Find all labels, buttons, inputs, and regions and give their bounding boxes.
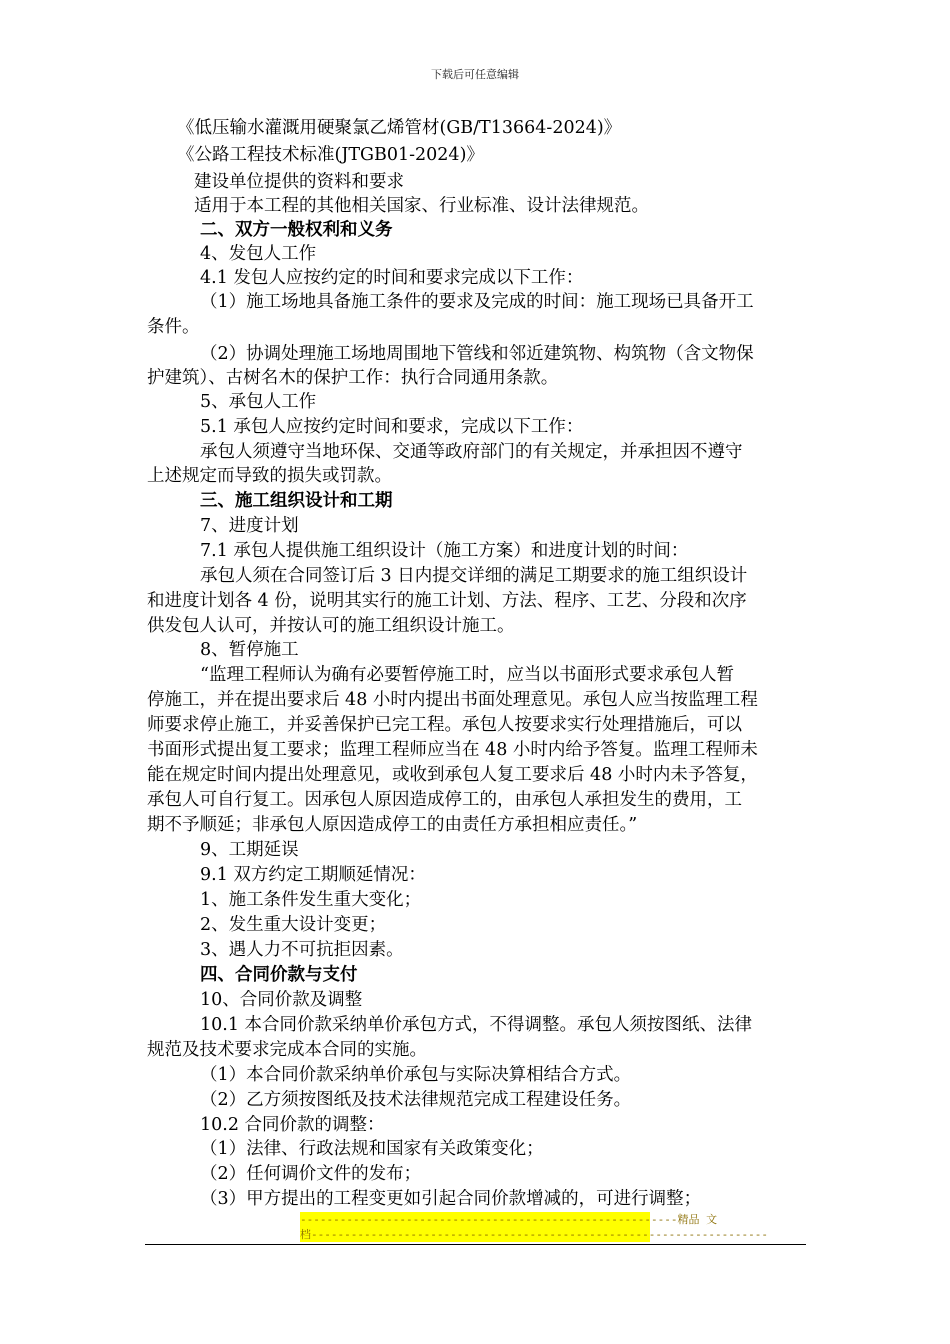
text-line: 和进度计划各 4 份，说明其实行的施工计划、方法、程序、工艺、分段和次序 — [147, 591, 747, 611]
text-line: 书面形式提出复工要求；监理工程师应当在 48 小时内给予答复。监理工程师未 — [147, 740, 758, 760]
text-line: （1）施工场地具备施工条件的要求及完成的时间：施工现场已具备开工 — [200, 292, 754, 312]
text-line: （2）协调处理施工场地周围地下管线和邻近建筑物、构筑物（含文物保 — [200, 344, 754, 364]
text-line: 上述规定而导致的损失或罚款。 — [147, 466, 392, 486]
text-line: 4、发包人工作 — [200, 244, 317, 264]
footer-line-2: 档--------------------------------------------------------------------- — [300, 1228, 768, 1241]
text-line: 5、承包人工作 — [200, 392, 317, 412]
text-line: 10.1 本合同价款采纳单价承包方式，不得调整。承包人须按图纸、法律 — [200, 1015, 753, 1035]
text-line: 7、进度计划 — [200, 516, 299, 536]
text-line: 能在规定时间内提出处理意见，或收到承包人复工要求后 48 小时内未予答复， — [147, 765, 758, 785]
text-line: 9、工期延误 — [200, 840, 299, 860]
text-line: 9.1 双方约定工期顺延情况： — [200, 865, 426, 885]
text-line: 2、发生重大设计变更； — [200, 915, 387, 935]
text-line: （2）任何调价文件的发布； — [200, 1164, 422, 1184]
text-line: （1）法律、行政法规和国家有关政策变化； — [200, 1139, 544, 1159]
footer-line-1: ---------------------------------------------------------精品 文 — [300, 1213, 718, 1226]
text-line: 供发包人认可，并按认可的施工组织设计施工。 — [147, 616, 515, 636]
text-line: 适用于本工程的其他相关国家、行业标准、设计法律规范。 — [194, 196, 649, 216]
text-line: 1、施工条件发生重大变化； — [200, 890, 422, 910]
text-line: 停施工，并在提出要求后 48 小时内提出书面处理意见。承包人应当按监理工程 — [147, 690, 758, 710]
text-line: （3）甲方提出的工程变更如引起合同价款增减的，可进行调整； — [200, 1189, 702, 1209]
text-line: 护建筑）、古树名木的保护工作：执行合同通用条款。 — [147, 368, 559, 388]
text-line: 承包人须遵守当地环保、交通等政府部门的有关规定，并承担因不遵守 — [200, 442, 743, 462]
footer-rule — [145, 1244, 806, 1245]
footer-watermark — [300, 1212, 768, 1242]
text-line: “监理工程师认为确有必要暂停施工时，应当以书面形式要求承包人暂 — [200, 665, 734, 685]
section-heading: 四、合同价款与支付 — [200, 965, 358, 985]
section-heading: 二、双方一般权利和义务 — [200, 220, 393, 240]
text-line: 10、合同价款及调整 — [200, 990, 363, 1010]
text-line: 师要求停止施工，并妥善保护已完工程。承包人按要求实行处理措施后，可以 — [147, 715, 742, 735]
text-line: 《低压输水灌溉用硬聚氯乙烯管材(GB/T13664-2024)》 — [177, 118, 622, 138]
text-line: 规范及技术要求完成本合同的实施。 — [147, 1040, 427, 1060]
text-line: 4.1 发包人应按约定的时间和要求完成以下工作： — [200, 268, 584, 288]
text-line: （1）本合同价款采纳单价承包与实际决算相结合方式。 — [200, 1065, 632, 1085]
text-line: 期不予顺延；非承包人原因造成停工的由责任方承担相应责任。” — [147, 815, 638, 835]
text-line: 7.1 承包人提供施工组织设计（施工方案）和进度计划的时间： — [200, 541, 689, 561]
text-line: 3、遇人力不可抗拒因素。 — [200, 940, 404, 960]
page-header: 下载后可任意编辑 — [431, 68, 519, 81]
text-line: （2）乙方须按图纸及技术法律规范完成工程建设任务。 — [200, 1090, 632, 1110]
text-line: 8、暂停施工 — [200, 640, 299, 660]
text-line: 承包人可自行复工。因承包人原因造成停工的，由承包人承担发生的费用，工 — [147, 790, 742, 810]
text-line: 条件。 — [147, 317, 200, 337]
text-line: 10.2 合同价款的调整： — [200, 1115, 385, 1135]
section-heading: 三、施工组织设计和工期 — [200, 491, 393, 511]
text-line: 建设单位提供的资料和要求 — [194, 172, 404, 192]
text-line: 承包人须在合同签订后 3 日内提交详细的满足工期要求的施工组织设计 — [200, 566, 748, 586]
text-line: 《公路工程技术标准(JTGB01-2024)》 — [177, 145, 484, 165]
text-line: 5.1 承包人应按约定时间和要求，完成以下工作： — [200, 417, 584, 437]
